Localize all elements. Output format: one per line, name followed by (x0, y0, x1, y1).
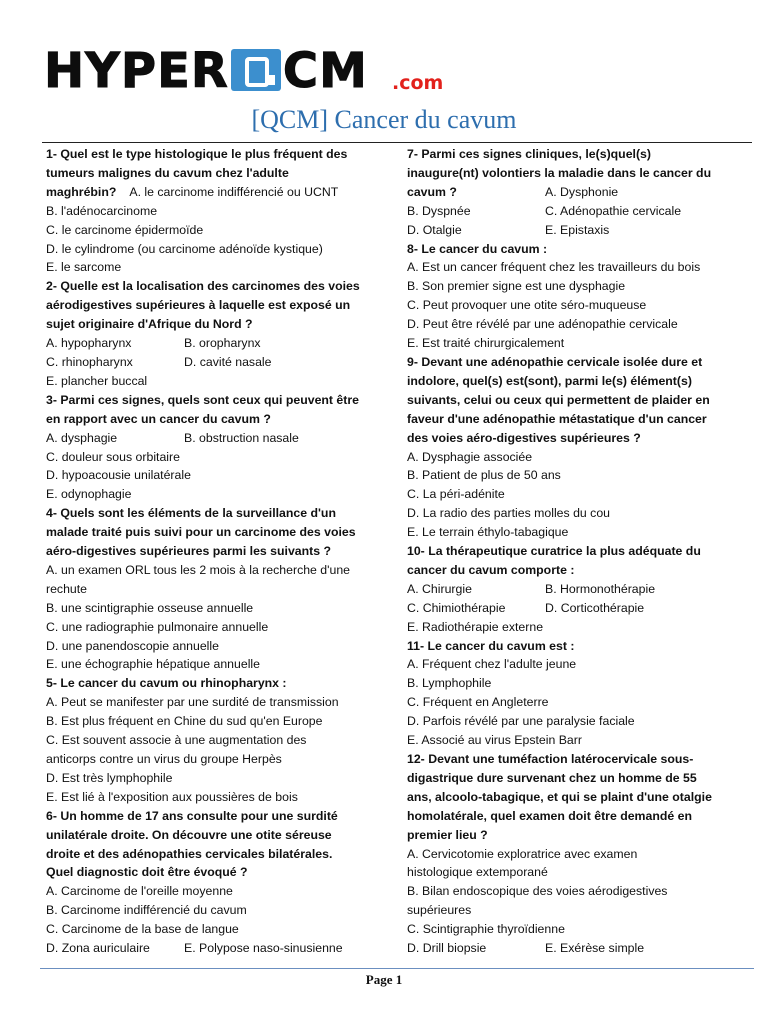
line-text: A. Carcinome de l'oreille moyenne (46, 884, 233, 899)
question-line (407, 183, 722, 202)
answer-line (46, 466, 364, 485)
hyperqcm-logo (44, 44, 464, 98)
second-option: B. obstruction nasale (184, 430, 299, 445)
line-text: A. Est un cancer fréquent chez les travailleurs du bois (407, 260, 701, 275)
second-option: E. Exérèse simple (545, 941, 645, 956)
line-text: cavum ? (407, 184, 457, 199)
answer-line (46, 901, 364, 920)
question-line (407, 807, 722, 826)
line-text: rechute (46, 581, 88, 596)
line-text: anticorps contre un virus du groupe Herpès (46, 752, 282, 766)
line-text: aéro-digestives supérieures parmi les suivants ? (46, 544, 331, 559)
answer-line (46, 485, 364, 504)
line-text: E. Le terrain éthylo-tabagique (407, 525, 569, 540)
question-line (407, 769, 722, 788)
question-line (407, 353, 722, 372)
line-text: 10- La thérapeutique curatrice la plus adéquate du (407, 544, 701, 559)
line-text: A. Cervicotomie exploratrice avec examen (407, 846, 638, 861)
question-line (407, 429, 722, 448)
answer-line (46, 769, 364, 788)
line-text: B. l'adénocarcinome (46, 203, 158, 218)
line-text: Quel diagnostic doit être évoqué ? (46, 865, 248, 880)
answer-line (46, 618, 364, 637)
answer-line (46, 788, 364, 807)
line-text: E. plancher buccal (46, 373, 148, 388)
second-option: A. Dysphonie (545, 184, 619, 199)
question-line (46, 410, 364, 429)
logo-wordmark: HYPER CM (44, 43, 368, 99)
answer-line (407, 882, 722, 901)
question-line (407, 788, 722, 807)
line-text: 9- Devant une adénopathie cervicale isolée dure et (407, 354, 703, 369)
line-text: indolore, quel(s) est(sont), parmi le(s) élément(s) (407, 373, 692, 388)
second-option: C. Adénopathie cervicale (545, 203, 682, 218)
line-text: B. Est plus fréquent en Chine du sud qu'en Europe (46, 714, 323, 729)
question-line (407, 164, 722, 183)
line-text: C. La péri-adénite (407, 487, 505, 502)
answer-line (407, 618, 722, 637)
question-line (407, 145, 722, 164)
answer-line (46, 693, 364, 712)
line-text: inaugure(nt) volontiers la maladie dans le cancer du (407, 165, 712, 180)
line-text: D. Peut être révélé par une adénopathie cervicale (407, 317, 678, 332)
line-text: D. une panendoscopie annuelle (46, 638, 219, 653)
second-option: B. oropharynx (184, 336, 261, 351)
line-text: faveur d'une adénopathie métastatique d'un cancer (407, 411, 707, 426)
answer-line (407, 845, 722, 864)
answer-line (407, 485, 722, 504)
answer-line (407, 523, 722, 542)
line-text: E. Est traité chirurgicalement (407, 336, 565, 351)
answer-line (407, 315, 722, 334)
line-text: D. Otalgie (407, 222, 462, 237)
second-option: E. Epistaxis (545, 222, 610, 237)
title-divider (42, 142, 752, 143)
answer-line (46, 637, 364, 656)
line-text: C. Carcinome de la base de langue (46, 922, 239, 937)
question-line (46, 391, 364, 410)
line-text: B. Dyspnée (407, 203, 471, 218)
answer-line (407, 504, 722, 523)
line-text: C. douleur sous orbitaire (46, 449, 180, 464)
question-line (46, 504, 364, 523)
answer-line (46, 353, 364, 372)
second-option: B. Hormonothérapie (545, 581, 656, 596)
line-text: E. Est lié à l'exposition aux poussières de bois (46, 789, 298, 804)
line-text: A. hypopharynx (46, 336, 132, 351)
answer-line (46, 599, 364, 618)
line-text: 12- Devant une tuméfaction latérocervicale sous- (407, 752, 694, 766)
answer-line (407, 655, 722, 674)
page-title: [QCM] Cancer du cavum (251, 105, 517, 134)
answer-line (407, 731, 722, 750)
question-line (46, 807, 364, 826)
line-text: malade traité puis suivi pour un carcinome des voies (46, 525, 356, 540)
line-text: C. rhinopharynx (46, 354, 133, 369)
line-text: premier lieu ? (407, 827, 488, 842)
answer-line (46, 258, 364, 277)
second-option: D. cavité nasale (184, 354, 272, 369)
question-line (46, 845, 364, 864)
line-text: B. Lymphophile (407, 676, 492, 691)
line-text: ans, alcoolo-tabagique, et qui se plaint d'une otalgie (407, 789, 712, 804)
line-text: D. Est très lymphophile (46, 770, 173, 785)
line-text: C. le carcinome épidermoïde (46, 222, 204, 237)
question-line (46, 826, 364, 845)
line-text: unilatérale droite. On découvre une otite séreuse (46, 827, 332, 842)
question-line (407, 826, 722, 845)
line-text: A. dysphagie (46, 430, 118, 445)
question-line (407, 372, 722, 391)
line-text: C. une radiographie pulmonaire annuelle (46, 619, 269, 634)
answer-line (46, 580, 364, 599)
answer-line (407, 580, 722, 599)
line-text: B. Carcinome indifférencié du cavum (46, 903, 247, 918)
line-text: suivants, celui ou ceux qui permettent de plaider en (407, 392, 710, 407)
second-option: E. Polypose naso-sinusienne (184, 941, 343, 956)
line-text: maghrébin? (46, 184, 117, 199)
logo-domain: .com (392, 72, 444, 94)
answer-line (407, 277, 722, 296)
answer-line (46, 750, 364, 769)
line-text: aérodigestives supérieures à laquelle est exposé un (46, 298, 351, 313)
question-line (46, 183, 364, 202)
line-text: en rapport avec un cancer du cavum ? (46, 411, 271, 426)
answer-line (46, 882, 364, 901)
answer-line (46, 655, 364, 674)
line-text: A. Chirurgie (407, 581, 472, 596)
answer-line (407, 939, 722, 958)
page-number: Page 1 (365, 972, 403, 987)
answer-line (407, 693, 722, 712)
line-text: C. Chimiothérapie (407, 600, 506, 615)
answer-line (407, 334, 722, 353)
line-text: histologique extemporané (407, 865, 548, 880)
line-text: digastrique dure survenant chez un homme de 55 (407, 770, 697, 785)
question-line (407, 240, 722, 259)
left-column (46, 145, 364, 958)
line-text: B. Bilan endoscopique des voies aérodigestives (407, 884, 668, 899)
line-text: B. Patient de plus de 50 ans (407, 468, 561, 483)
line-text: D. Drill biopsie (407, 941, 487, 956)
line-text: C. Peut provoquer une otite séro-muqueuse (407, 298, 647, 313)
question-line (407, 410, 722, 429)
question-line (46, 145, 364, 164)
answer-line (46, 372, 364, 391)
line-text: A. Dysphagie associée (407, 449, 533, 464)
answer-line (407, 466, 722, 485)
line-text: A. Fréquent chez l'adulte jeune (407, 657, 577, 672)
line-text: des voies aéro-digestives supérieures ? (407, 430, 641, 445)
line-text: 2- Quelle est la localisation des carcinomes des voies (46, 279, 360, 294)
line-text: cancer du cavum comporte : (407, 562, 575, 577)
line-text: B. une scintigraphie osseuse annuelle (46, 600, 254, 615)
question-line (46, 523, 364, 542)
line-text: 11- Le cancer du cavum est : (407, 638, 575, 653)
answer-line (46, 920, 364, 939)
answer-line (407, 258, 722, 277)
answer-line (46, 712, 364, 731)
question-line (407, 637, 722, 656)
line-text: 8- Le cancer du cavum : (407, 241, 548, 256)
line-text: D. Parfois révélé par une paralysie faciale (407, 714, 635, 729)
line-text: 1- Quel est le type histologique le plus fréquent des (46, 147, 348, 161)
answer-line (407, 920, 722, 939)
answer-line (46, 202, 364, 221)
answer-line (46, 429, 364, 448)
question-line (46, 315, 364, 334)
line-text: D. hypoacousie unilatérale (46, 468, 191, 483)
line-text: tumeurs malignes du cavum chez l'adulte (46, 165, 289, 180)
line-text: droite et des adénopathies cervicales bilatérales. (46, 846, 333, 861)
line-text: D. La radio des parties molles du cou (407, 506, 611, 521)
answer-line (46, 334, 364, 353)
question-line (46, 296, 364, 315)
question-line (46, 164, 364, 183)
question-line (407, 542, 722, 561)
line-text: C. Est souvent associe à une augmentation des (46, 733, 307, 748)
answer-line (407, 202, 722, 221)
answer-line (46, 448, 364, 467)
question-line (46, 542, 364, 561)
answer-line (407, 901, 722, 920)
answer-line (407, 448, 722, 467)
answer-line (46, 561, 364, 580)
answer-line (407, 296, 722, 315)
line-text: C. Fréquent en Angleterre (407, 695, 549, 710)
line-text: E. Radiothérapie externe (407, 619, 544, 634)
answer-line (46, 731, 364, 750)
line-text: E. Associé au virus Epstein Barr (407, 733, 582, 748)
question-line (407, 750, 722, 769)
question-line (46, 277, 364, 296)
question-line (46, 863, 364, 882)
line-text: supérieures (407, 903, 472, 918)
line-text: B. Son premier signe est une dysphagie (407, 279, 626, 294)
line-text: A. Peut se manifester par une surdité de transmission (46, 695, 339, 710)
answer-line (46, 240, 364, 259)
line-text: D. Zona auriculaire (46, 941, 150, 956)
answer-line (407, 221, 722, 240)
line-text: C. Scintigraphie thyroïdienne (407, 922, 565, 937)
line-text: 7- Parmi ces signes cliniques, le(s)quel(s) (407, 147, 651, 161)
line-text: E. le sarcome (46, 260, 122, 275)
question-line (407, 561, 722, 580)
answer-line (407, 599, 722, 618)
inline-option: A. le carcinome indifférencié ou UCNT (116, 184, 339, 199)
line-text: 6- Un homme de 17 ans consulte pour une surdité (46, 808, 338, 823)
question-line (407, 391, 722, 410)
footer-divider (40, 968, 754, 969)
line-text: 4- Quels sont les éléments de la surveillance d'un (46, 506, 336, 521)
answer-line (407, 674, 722, 693)
line-text: E. odynophagie (46, 487, 132, 502)
answer-line (407, 863, 722, 882)
second-option: D. Corticothérapie (545, 600, 645, 615)
question-line (46, 674, 364, 693)
answer-line (46, 221, 364, 240)
line-text: A. un examen ORL tous les 2 mois à la recherche d'une (46, 562, 351, 577)
right-column (407, 145, 722, 958)
line-text: homolatérale, quel examen doit être demandé en (407, 808, 692, 823)
q-logo-icon (231, 49, 281, 91)
line-text: D. le cylindrome (ou carcinome adénoïde kystique) (46, 241, 323, 256)
answer-line (46, 939, 364, 958)
line-text: E. une échographie hépatique annuelle (46, 657, 261, 672)
line-text: 3- Parmi ces signes, quels sont ceux qui peuvent être (46, 392, 359, 407)
line-text: 5- Le cancer du cavum ou rhinopharynx : (46, 676, 287, 691)
line-text: sujet originaire d'Afrique du Nord ? (46, 317, 253, 332)
answer-line (407, 712, 722, 731)
